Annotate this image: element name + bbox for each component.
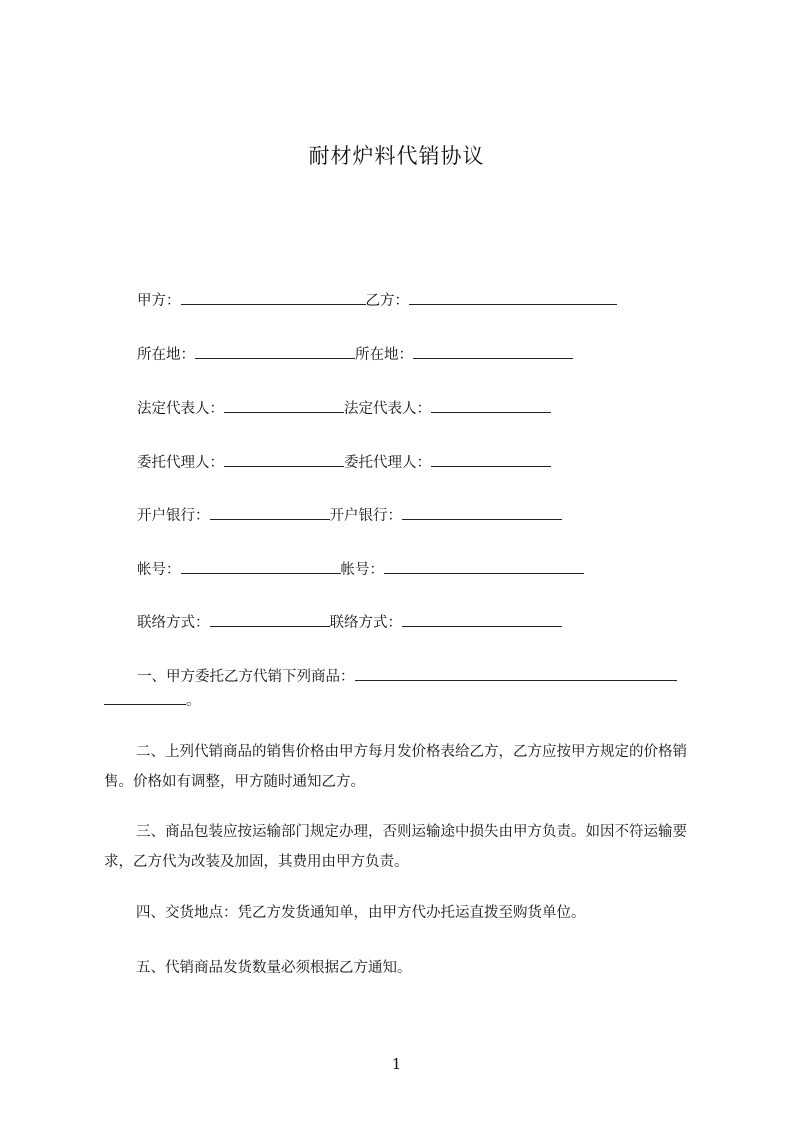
field-row-address <box>137 344 573 365</box>
clause-1-line-2 <box>104 690 201 711</box>
clause-3: 三、商品包装应按运输部门规定办理，否则运输途中损失由甲方负责。如因不符运输要求，乙方代为改装及加固，其费用由甲方负责。 <box>104 824 687 870</box>
field-label-legal-rep-a: 法定代表人： <box>137 401 224 417</box>
field-label-contact-b: 联络方式： <box>329 615 402 631</box>
field-label-bank-b: 开户银行： <box>329 508 402 524</box>
field-label-agent-a: 委托代理人： <box>137 455 224 471</box>
field-label-party-b: 乙方： <box>365 293 409 309</box>
field-label-account-b: 帐号： <box>340 562 384 578</box>
document-title: 耐材炉料代销协议 <box>308 144 485 168</box>
blank-line[interactable] <box>409 290 617 305</box>
blank-line[interactable] <box>210 612 330 627</box>
blank-line[interactable] <box>355 666 677 681</box>
field-label-party-a: 甲方： <box>137 293 181 309</box>
blank-line[interactable] <box>431 452 551 467</box>
blank-line[interactable] <box>224 398 344 413</box>
field-label-address-b: 所在地： <box>355 347 413 363</box>
field-row-legal-rep <box>137 398 551 419</box>
field-label-legal-rep-b: 法定代表人： <box>344 401 431 417</box>
page-number: 1 <box>391 1055 402 1073</box>
blank-line[interactable] <box>104 690 186 705</box>
field-row-bank <box>137 505 562 526</box>
field-label-agent-b: 委托代理人： <box>344 455 431 471</box>
blank-line[interactable] <box>195 344 355 359</box>
clause-1-line-1 <box>137 666 677 687</box>
blank-line[interactable] <box>402 505 562 520</box>
blank-line[interactable] <box>210 505 330 520</box>
blank-line[interactable] <box>181 290 366 305</box>
clause-4: 四、交货地点：凭乙方发货通知单，由甲方代办托运直拨至购货单位。 <box>136 905 586 921</box>
blank-line[interactable] <box>431 398 551 413</box>
clause-1-end: 。 <box>186 693 201 709</box>
field-row-party <box>137 290 617 311</box>
field-label-bank-a: 开户银行： <box>137 508 210 524</box>
clause-2: 二、上列代销商品的销售价格由甲方每月发价格表给乙方，乙方应按甲方规定的价格销售。价格如有调整，甲方随时通知乙方。 <box>104 744 687 790</box>
blank-line[interactable] <box>402 612 562 627</box>
blank-line[interactable] <box>413 344 573 359</box>
field-row-account <box>137 559 584 580</box>
field-row-contact <box>137 612 562 633</box>
clause-5: 五、代销商品发货数量必须根据乙方通知。 <box>136 960 412 976</box>
clause-1-text: 一、甲方委托乙方代销下列商品： <box>137 669 355 685</box>
blank-line[interactable] <box>181 559 341 574</box>
field-label-contact-a: 联络方式： <box>137 615 210 631</box>
blank-line[interactable] <box>224 452 344 467</box>
field-label-account-a: 帐号： <box>137 562 181 578</box>
field-row-agent <box>137 452 551 473</box>
field-label-address-a: 所在地： <box>137 347 195 363</box>
blank-line[interactable] <box>384 559 584 574</box>
